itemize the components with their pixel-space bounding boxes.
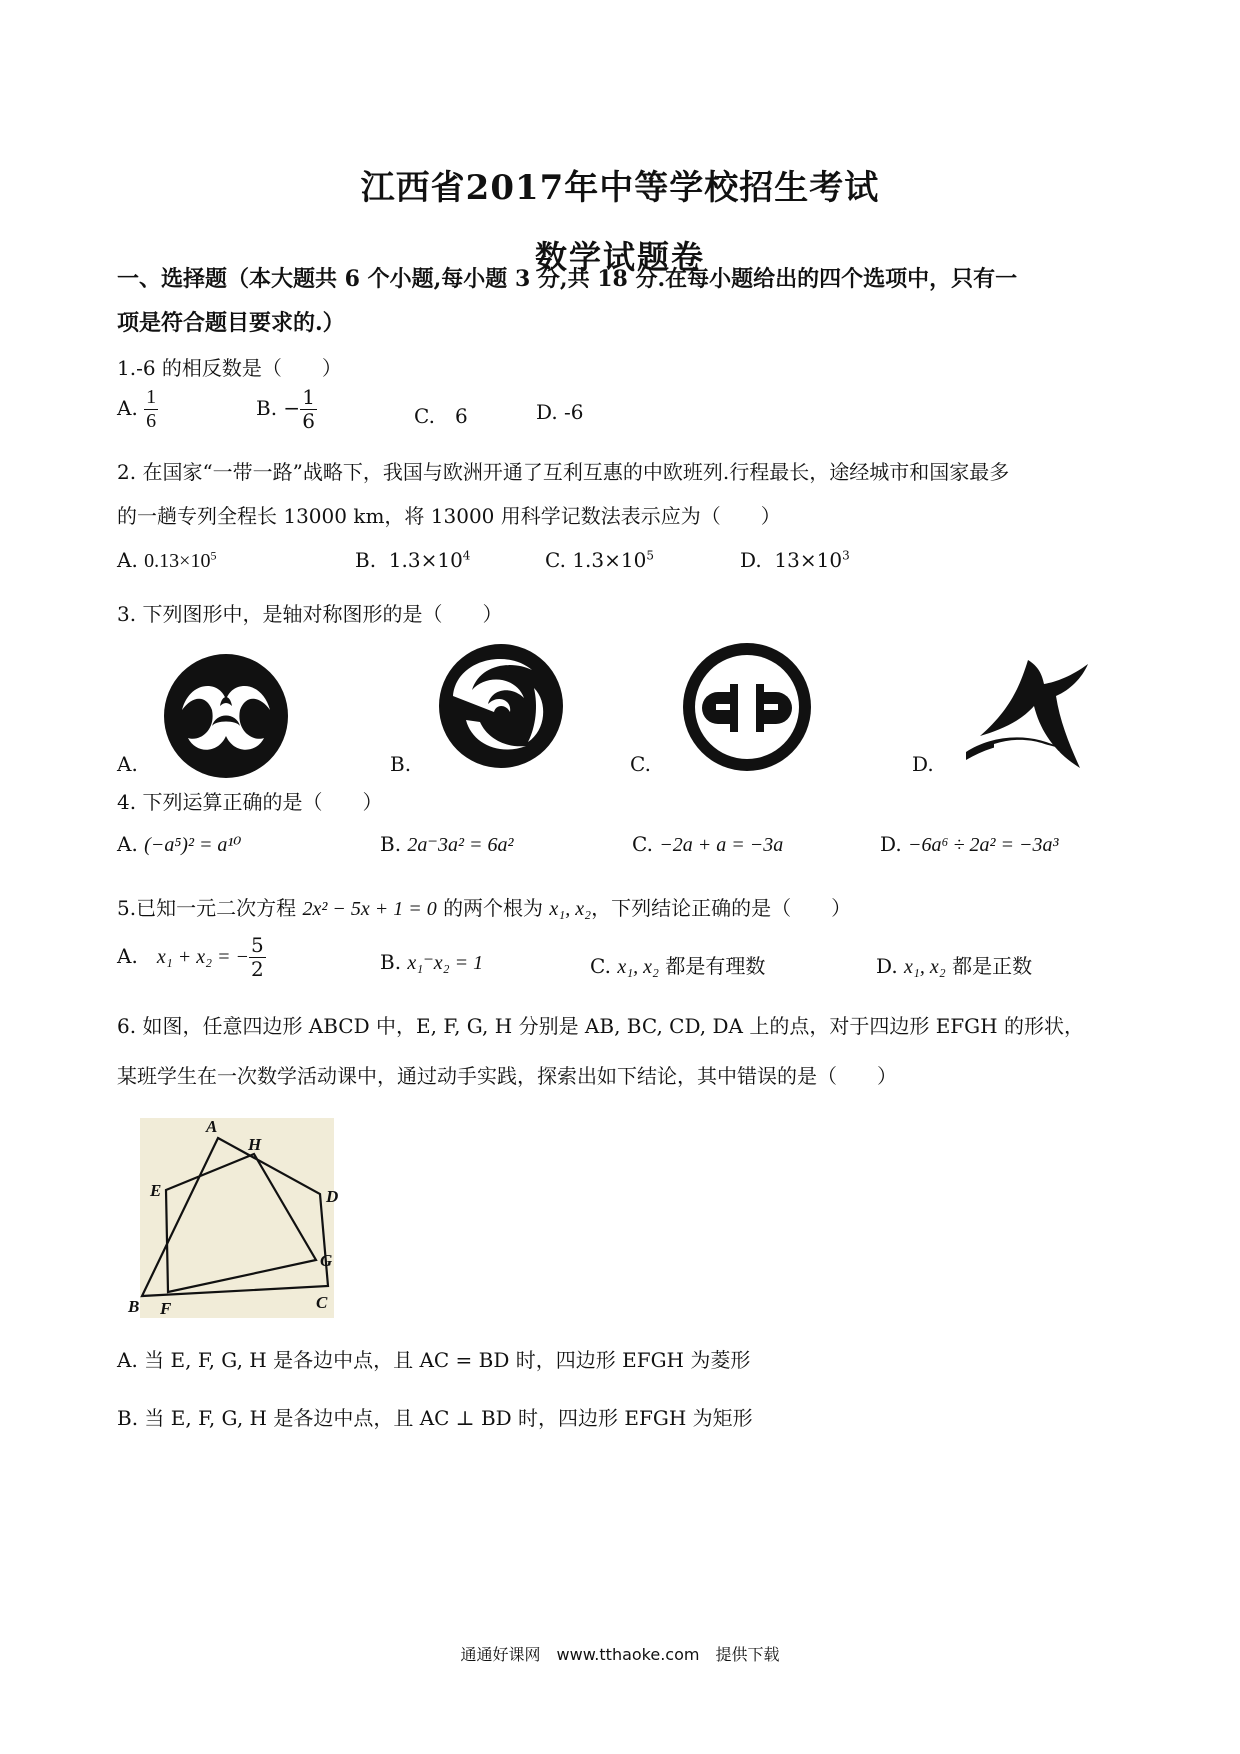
q2-option-c [545,548,654,572]
q5-equation: 2x² − 5x + 1 = 0 [302,898,437,920]
q3-figure-a-emblem [160,650,292,782]
q3-option-d: D. [912,752,934,776]
exam-subtitle: 数学试题卷 [534,238,705,276]
q1-stem: 1.-6 的相反数是（ ） [117,356,342,380]
q3-figure-d-ribbon [960,656,1092,774]
q1-b-sign: − [283,396,301,420]
q5-stem-post: ，下列结论正确的是（ ） [591,896,852,920]
q4-option-d [880,832,1058,857]
q6-option-a: A. 当 E, F, G, H 是各边中点，且 AC = BD 时，四边形 EFGH 为菱形 [117,1348,751,1372]
q1-option-d: D. -6 [536,400,584,424]
fig-label-a: A [206,1117,218,1136]
q1-b-label: B. [256,396,278,420]
q5-option-c [590,950,765,979]
q1-b-denominator: 6 [302,409,315,433]
q1-option-a [117,386,158,433]
q1-a-fraction [144,386,158,433]
q3-figure-c-ring [680,640,814,774]
q6-line1: 6. 如图，任意四边形 ABCD 中，E, F, G, H 分别是 AB, BC, CD, DA 上的点，对于四边形 EFGH 的形状， [117,1014,1084,1038]
q2-option-b [355,548,470,572]
q2-a-exponent: 5 [210,548,217,563]
q4-b-expression: 2a⁻3a² = 6a² [407,834,514,856]
q5-roots: x₁, x₂ [549,898,592,920]
q6-quadrilateral-figure [120,1110,340,1330]
q5-option-a [117,934,266,981]
section-heading-line2: 项是符合题目要求的.） [117,310,345,336]
q4-d-expression: −6a⁶ ÷ 2a² = −3a³ [908,834,1059,856]
q5-a-label: A. [117,944,138,968]
q5-c-vars: x₁, x₂ [617,956,659,978]
fig-label-h: H [248,1135,262,1154]
q2-a-value [144,550,216,572]
q2-b-label: B. [355,548,377,572]
q2-b-exponent: 4 [462,548,471,563]
fig-label-e: E [150,1181,162,1200]
q2-d-value [774,548,849,572]
q1-a-numerator: 1 [146,386,157,408]
q4-c-expression: −2a + a = −3a [659,834,784,856]
q2-c-base: 1.3×10 [572,548,647,572]
q4-a-expression: (−a⁵)² = a¹⁰ [144,834,242,856]
q1-option-c: C. 6 [414,404,468,428]
q3-stem: 3. 下列图形中，是轴对称图形的是（ ） [117,602,503,626]
q2-c-value [572,548,654,572]
q4-option-a [117,832,241,857]
q2-b-base: 1.3×10 [388,548,463,572]
q1-option-b [256,386,317,433]
q2-line2: 的一趟专列全程长 13000 km，将 13000 用科学记数法表示应为（ ） [117,504,781,528]
q2-option-a [117,548,216,573]
q5-a-numerator: 5 [251,933,264,957]
q6-option-b: B. 当 E, F, G, H 是各边中点，且 AC ⊥ BD 时，四边形 EFGH 为矩形 [117,1406,753,1430]
q2-option-d [740,548,850,572]
q3-option-b: B. [390,752,412,776]
q3-figure-b-swirl [436,640,566,772]
q3-option-a: A. [117,752,138,776]
q5-a-denominator: 2 [251,957,264,981]
q5-stem-mid: 的两个根为 [443,896,544,920]
q4-d-label: D. [880,832,902,856]
page-footer: 通通好课网 www.tthaoke.com 提供下载 [460,1645,780,1664]
q2-d-exponent: 3 [842,548,850,563]
q2-a-label: A. [117,548,138,572]
section-heading-line1: 一、选择题（本大题共 6 个小题,每小题 3 分,共 18 分.在每小题给出的四个选项中，只有一 [117,266,1018,292]
q2-d-label: D. [740,548,762,572]
q5-d-text: 都是正数 [952,954,1033,978]
q2-c-exponent: 5 [646,548,654,563]
q2-d-base: 13×10 [774,548,843,572]
q1-a-label: A. [117,396,138,420]
q2-b-value [389,548,471,572]
q5-option-b [380,950,483,975]
fig-label-g: G [320,1251,333,1270]
fig-label-d: D [326,1187,339,1206]
q2-a-base: 0.13×10 [144,550,211,572]
q1-b-numerator: 1 [302,385,315,409]
fig-label-b: B [128,1297,140,1316]
q5-c-text: 都是有理数 [665,954,766,978]
q2-c-label: C. [545,548,566,572]
q5-b-expression: x₁⁻x₂ = 1 [407,952,484,974]
q5-d-vars: x₁, x₂ [904,956,946,978]
q5-a-expression: x₁ + x₂ = − [156,946,250,968]
q5-option-d [876,950,1032,979]
q5-a-fraction [249,934,266,981]
q2-line1: 2. 在国家“一带一路”战略下，我国与欧洲开通了互利互惠的中欧班列.行程最长，途经城市和国家最多 [117,460,1010,484]
q4-a-label: A. [117,832,138,856]
q4-b-label: B. [380,832,402,856]
q4-stem: 4. 下列运算正确的是（ ） [117,790,383,814]
q5-d-label: D. [876,954,898,978]
q4-option-c [632,832,783,857]
q5-stem-pre: 5.已知一元二次方程 [117,896,297,920]
fig-label-f: F [160,1299,172,1318]
exam-title: 江西省2017年中等学校招生考试 [360,168,880,208]
q5-stem [117,892,851,921]
q5-c-label: C. [590,954,611,978]
fig-label-c: C [316,1293,328,1312]
q1-a-denominator: 6 [146,410,157,432]
q5-b-label: B. [380,950,402,974]
q4-c-label: C. [632,832,653,856]
q1-b-fraction [300,386,317,433]
q3-option-c: C. [630,752,651,776]
q4-option-b [380,832,513,857]
q6-line2: 某班学生在一次数学活动课中，通过动手实践，探索出如下结论，其中错误的是（ ） [117,1064,897,1088]
